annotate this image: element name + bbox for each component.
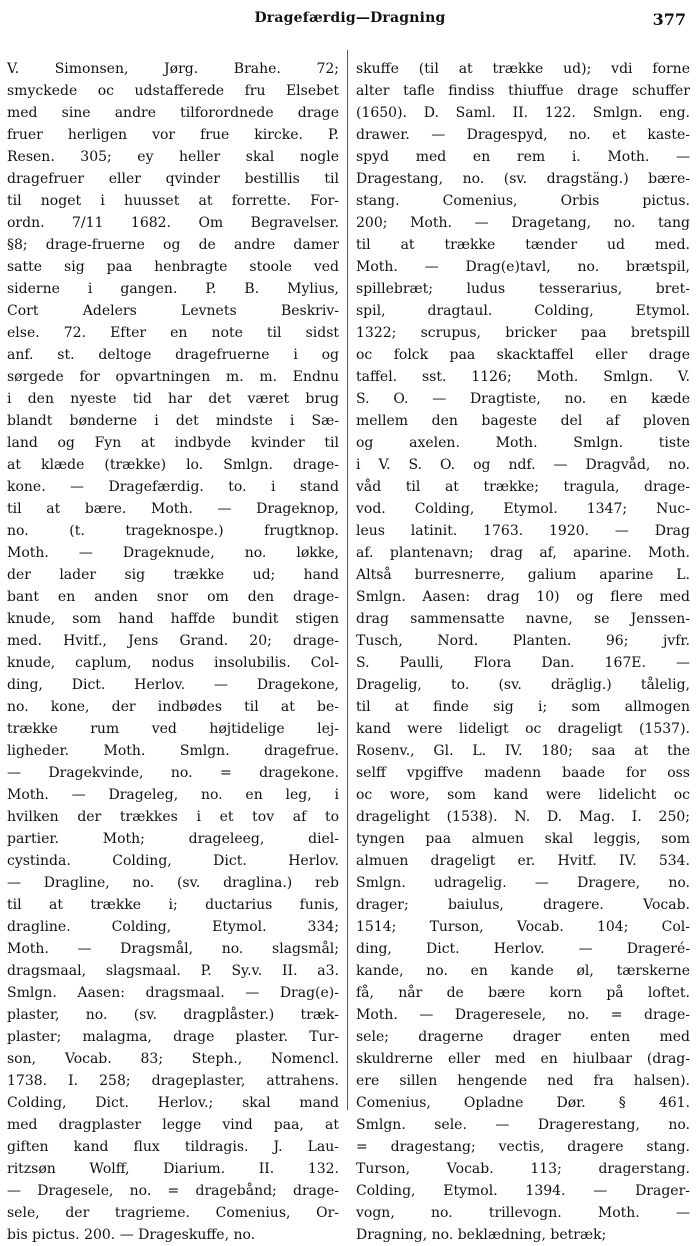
text-line: (1650). D. Saml. II. 122. Smlgn. eng. — [356, 105, 690, 121]
running-head: Dragefærdig—Dragning — [254, 10, 446, 26]
text-line: taffel. sst. 1126; Moth. Smlgn. V. — [356, 369, 690, 385]
text-line: hvilken der trækkes i et tov af to — [7, 809, 339, 825]
text-line: plaster, no. (sv. dragplåster.) træk- — [7, 1007, 339, 1023]
text-line: få, når de bære korn på loftet. — [356, 985, 690, 1001]
text-line: trække rum ved højtidelige lej- — [7, 721, 339, 737]
text-line: knude, caplum, nodus insolubilis. Col- — [7, 655, 339, 671]
text-line: fruer herligen vor frue kircke. P. — [7, 127, 339, 143]
left-column — [7, 58, 339, 1243]
text-line: skuldrerne eller med en hiulbaar (drag- — [356, 1051, 690, 1067]
text-line: der lader sig trække ud; hand — [7, 567, 339, 583]
text-line: med dragplaster legge vind paa, at — [7, 1117, 339, 1133]
text-line: drager; baiulus, dragere. Vocab. — [356, 897, 690, 913]
text-line: vod. Colding, Etymol. 1347; Nuc- — [356, 501, 690, 517]
text-line: ritzsøn Wolff, Diarium. II. 132. — [7, 1161, 339, 1177]
text-line: V. Simonsen, Jørg. Brahe. 72; — [7, 61, 339, 77]
text-line: mellem den bageste del af ploven — [356, 413, 690, 429]
column-divider — [347, 50, 348, 1110]
text-line: til at trække tænder ud med. — [356, 237, 690, 253]
text-line: — Dragekvinde, no. = dragekone. — [7, 765, 339, 781]
text-line: siderne i gangen. P. B. Mylius, — [7, 281, 339, 297]
text-line: dragefruer eller qvinder bestillis til — [7, 171, 339, 187]
text-line: cystinda. Colding, Dict. Herlov. — [7, 853, 339, 869]
text-line: af. plantenavn; drag af, aparine. Moth. — [356, 545, 690, 561]
text-line: sele; dragerne drager enten med — [356, 1029, 690, 1045]
text-line: ding, Dict. Herlov. — Dragekone, — [7, 677, 339, 693]
text-line: Tusch, Nord. Planten. 96; jvfr. — [356, 633, 690, 649]
text-line: med sine andre tilforordnede drage — [7, 105, 339, 121]
text-line: Dragestang, no. (sv. dragstäng.) bære- — [356, 171, 690, 187]
text-line: at klæde (trække) lo. Smlgn. drage- — [7, 457, 339, 473]
text-line: dragsmaal, slagsmaal. P. Sy.v. II. a3. — [7, 963, 339, 979]
text-line: til noget i huusset at forrette. For- — [7, 193, 339, 209]
text-line: else. 72. Efter en note til sidst — [7, 325, 339, 341]
text-line: drag sammensatte navne, se Jenssen- — [356, 611, 690, 627]
text-line: ding, Dict. Herlov. — Drageré- — [356, 941, 690, 957]
text-line: Cort Adelers Levnets Beskriv- — [7, 303, 339, 319]
text-line: 1322; scrupus, bricker paa bretspill — [356, 325, 690, 341]
text-line: Smlgn. sele. — Dragerestang, no. — [356, 1117, 690, 1133]
text-line: dragelight (1538). N. D. Mag. I. 250; — [356, 809, 690, 825]
text-line: leus latinit. 1763. 1920. — Drag — [356, 523, 690, 539]
text-line: son, Vocab. 83; Steph., Nomencl. — [7, 1051, 339, 1067]
text-line: Moth. — Dragsmål, no. slagsmål; — [7, 941, 339, 957]
text-line: sørgede for opvartningen m. m. Endnu — [7, 369, 339, 385]
text-line: 1514; Turson, Vocab. 104; Col- — [356, 919, 690, 935]
text-line: smyckede oc udstafferede fru Elsebet — [7, 83, 339, 99]
text-line: land og Fyn at indbyde kvinder til — [7, 435, 339, 451]
text-line: — Dragline, no. (sv. draglina.) reb — [7, 875, 339, 891]
text-line: sele, der tragrieme. Comenius, Or- — [7, 1205, 339, 1221]
text-line: tyngen paa almuen skal leggis, som — [356, 831, 690, 847]
text-line: Smlgn. Aasen: drag 10) og flere med — [356, 589, 690, 605]
text-line: Altså burresnerre, galium aparine L. — [356, 567, 690, 583]
text-line: og axelen. Moth. Smlgn. tiste — [356, 435, 690, 451]
text-line: selff vpgiffve madenn baade for oss — [356, 765, 690, 781]
right-column — [356, 58, 690, 1243]
text-line: §8; drage-fruerne og de andre damer — [7, 237, 339, 253]
text-line: no. kone, der indbødes til at be- — [7, 699, 339, 715]
text-line: S. O. — Dragtiste, no. en kæde — [356, 391, 690, 407]
text-line: giften kand flux tildragis. J. Lau- — [7, 1139, 339, 1155]
text-line: kande, no. en kande øl, tærskerne — [356, 963, 690, 979]
text-line: til at bære. Moth. — Drageknop, — [7, 501, 339, 517]
text-line: plaster; malagma, drage plaster. Tur- — [7, 1029, 339, 1045]
text-line: knude, som hand haffde bundit stigen — [7, 611, 339, 627]
text-line: oc wore, som kand were lidelicht oc — [356, 787, 690, 803]
text-line: ordn. 7/11 1682. Om Begravelser. — [7, 215, 339, 231]
text-line: Moth. — Drageresele, no. = drage- — [356, 1007, 690, 1023]
text-line: til at trække i; ductarius funis, — [7, 897, 339, 913]
text-line: i den nyeste tid har det været brug — [7, 391, 339, 407]
text-line: S. Paulli, Flora Dan. 167E. — — [356, 655, 690, 671]
text-line: ligheder. Moth. Smlgn. dragefrue. — [7, 743, 339, 759]
text-line: anf. st. deltoge dragefruerne i og — [7, 347, 339, 363]
text-line: Dragning, no. beklædning, betræk; — [356, 1227, 607, 1243]
text-line: Colding, Etymol. 1394. — Drager- — [356, 1183, 690, 1199]
text-line: Smlgn. Aasen: dragsmaal. — Drag(e)- — [7, 985, 339, 1001]
text-line: alter tafle findiss thiuffue drage schuffer — [356, 83, 690, 99]
text-line: ere sillen hengende ned fra halsen). — [356, 1073, 690, 1089]
text-line: Resen. 305; ey heller skal nogle — [7, 149, 339, 165]
text-line: med. Hvitf., Jens Grand. 20; drage- — [7, 633, 339, 649]
text-line: blandt bønderne i det mindste i Sæ- — [7, 413, 339, 429]
text-line: til at finde sig i; som allmogen — [356, 699, 690, 715]
text-line: vogn, no. trillevogn. Moth. — — [356, 1205, 690, 1221]
text-line: Moth. — Drageleg, no. en leg, i — [7, 787, 339, 803]
text-line: Smlgn. udragelig. — Dragere, no. — [356, 875, 690, 891]
text-line: — Dragesele, no. = dragebånd; drage- — [7, 1183, 339, 1199]
page-header — [0, 8, 700, 38]
text-line: no. (t. trageknospe.) frugtknop. — [7, 523, 339, 539]
text-line: Moth. — Drageknude, no. løkke, — [7, 545, 339, 561]
text-line: i V. S. O. og ndf. — Dragvåd, no. — [356, 457, 690, 473]
text-line: oc folck paa skacktaffel eller drage — [356, 347, 690, 363]
text-line: Rosenv., Gl. L. IV. 180; saa at the — [356, 743, 690, 759]
text-line: bant en anden snor om den drage- — [7, 589, 339, 605]
text-line: Turson, Vocab. 113; dragerstang. — [356, 1161, 690, 1177]
text-line: stang. Comenius, Orbis pictus. — [356, 193, 690, 209]
text-line: kand were lideligt oc drageligt (1537). — [356, 721, 690, 737]
text-line: 200; Moth. — Dragetang, no. tang — [356, 215, 690, 231]
text-line: våd til at trække; tragula, drage- — [356, 479, 690, 495]
text-line: skuffe (til at trække ud); vdi forne — [356, 61, 690, 77]
text-line: Colding, Dict. Herlov.; skal mand — [7, 1095, 339, 1111]
text-line: Moth. — Drag(e)tavl, no. brætspil, — [356, 259, 690, 275]
text-line: partier. Moth; drageleeg, diel- — [7, 831, 339, 847]
text-line: Dragelig, to. (sv. dräglig.) tålelig, — [356, 677, 690, 693]
text-line: kone. — Dragefærdig. to. i stand — [7, 479, 339, 495]
text-line: almuen drageligt er. Hvitf. IV. 534. — [356, 853, 690, 869]
text-line: spyd med en rem i. Moth. — — [356, 149, 690, 165]
text-line: = dragestang; vectis, dragere stang. — [356, 1139, 690, 1155]
text-line: spillebræt; ludus tesserarius, bret- — [356, 281, 690, 297]
text-line: Comenius, Opladne Dør. § 461. — [356, 1095, 690, 1111]
text-line: dragline. Colding, Etymol. 334; — [7, 919, 339, 935]
text-line: bis pictus. 200. — Drageskuffe, no. — [7, 1227, 256, 1243]
text-line: drawer. — Dragespyd, no. et kaste- — [356, 127, 690, 143]
text-line: satte sig paa henbragte stoole ved — [7, 259, 339, 275]
text-line: 1738. I. 258; drageplaster, attrahens. — [7, 1073, 339, 1089]
page-number: 377 — [652, 10, 686, 29]
text-line: spil, dragtaul. Colding, Etymol. — [356, 303, 690, 319]
